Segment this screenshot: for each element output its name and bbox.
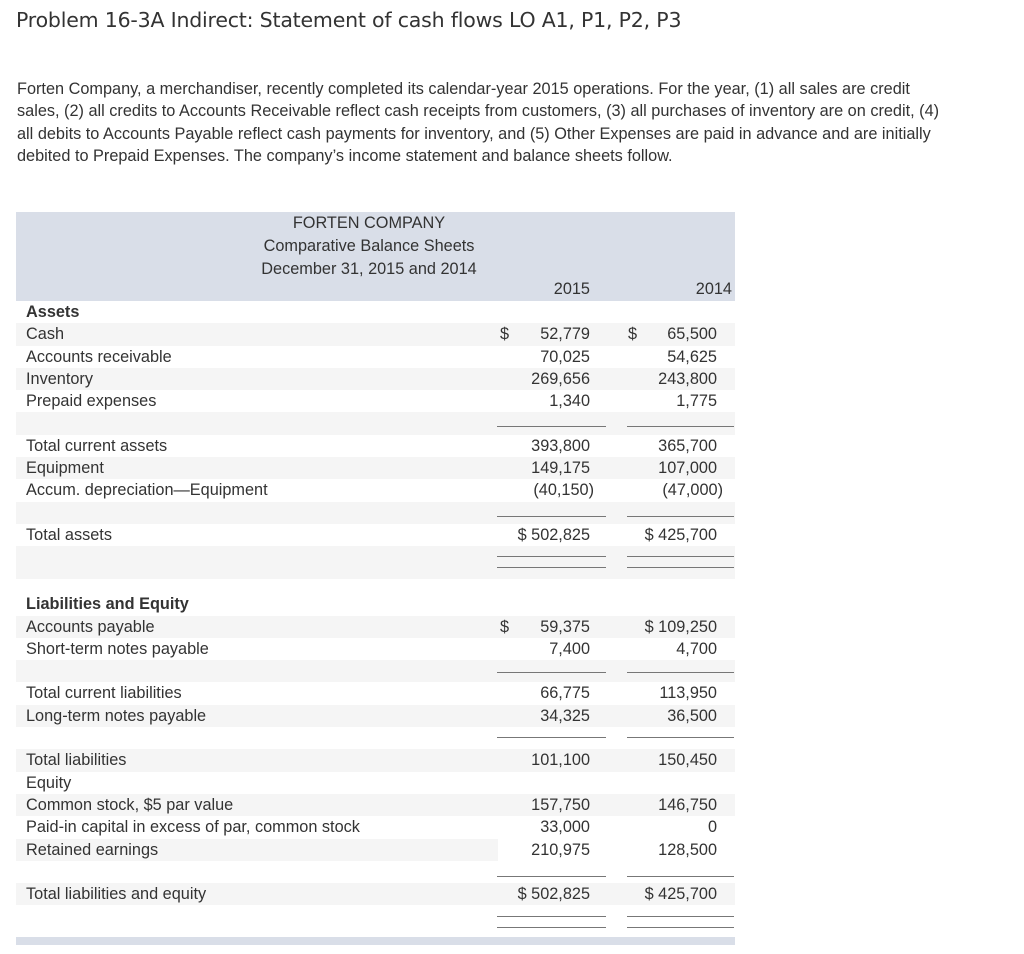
- single-underline: [497, 516, 606, 517]
- underline-row: [16, 727, 735, 749]
- double-underline: [627, 916, 734, 917]
- single-underline: [627, 672, 734, 673]
- table-row-inventory: Inventory 269,656 243,800: [16, 368, 735, 390]
- double-underline: [627, 567, 734, 568]
- table-row-accum-depreciation: Accum. depreciation—Equipment (40,150) (47,000): [26, 481, 723, 500]
- table-row-total-assets: Total assets $ 502,825 $ 425,700: [26, 525, 717, 544]
- single-underline: [497, 737, 606, 738]
- double-underline: [497, 927, 606, 928]
- underline-row: [16, 502, 735, 524]
- double-underline-row: [16, 905, 735, 938]
- currency-symbol: $: [500, 617, 510, 636]
- section-heading-assets: Assets: [26, 303, 80, 321]
- section-heading-liabilities-equity: Liabilities and Equity: [26, 595, 189, 614]
- currency-symbol: $: [500, 325, 510, 344]
- underline-row: [16, 861, 735, 883]
- column-header-2015: 2015: [553, 280, 590, 298]
- table-row-cash: Cash $ 52,779 $ 65,500: [16, 323, 735, 345]
- table-row-common-stock: Common stock, $5 par value 157,750 146,750: [16, 794, 735, 816]
- double-underline: [497, 567, 606, 568]
- company-name: FORTEN COMPANY: [292, 214, 446, 232]
- table-row-total-current-liabilities: Total current liabilities 66,775 113,950: [26, 684, 717, 703]
- double-underline: [627, 556, 734, 557]
- statement-name: Comparative Balance Sheets: [263, 237, 475, 255]
- balance-sheet-table: [16, 212, 735, 938]
- statement-date: December 31, 2015 and 2014: [261, 260, 477, 278]
- table-row-total-current-assets: Total current assets 393,800 365,700: [26, 436, 717, 455]
- currency-symbol: $: [628, 325, 638, 344]
- table-header: [16, 212, 735, 301]
- double-underline-row: [16, 546, 735, 579]
- table-row-accounts-payable: Accounts payable $ 59,375 $ 109,250: [16, 616, 735, 638]
- problem-title: Problem 16-3A Indirect: Statement of cash flows LO A1, P1, P2, P3: [16, 8, 682, 32]
- underline-row: [16, 412, 735, 434]
- section-heading-equity: Equity: [26, 773, 72, 792]
- table-row-total-liabilities-equity: Total liabilities and equity $ 502,825 $ 425,700: [16, 883, 735, 905]
- single-underline: [627, 516, 734, 517]
- single-underline: [497, 876, 606, 877]
- double-underline: [497, 916, 606, 917]
- table-row-total-liabilities: Total liabilities 101,100 150,450: [16, 749, 735, 771]
- table-row-paid-in-capital: Paid-in capital in excess of par, common stock 33,000 0: [26, 818, 717, 837]
- table-row-accounts-receivable: Accounts receivable 70,025 54,625: [26, 347, 717, 366]
- table-row-prepaid-expenses: Prepaid expenses 1,340 1,775: [26, 392, 717, 411]
- single-underline: [627, 737, 734, 738]
- single-underline: [497, 672, 606, 673]
- single-underline: [627, 876, 734, 877]
- table-body: [16, 301, 735, 938]
- double-underline: [627, 927, 734, 928]
- statement-heading: [234, 212, 504, 281]
- single-underline: [497, 426, 606, 427]
- spacer-row: [16, 579, 735, 593]
- table-row-short-term-notes: Short-term notes payable 7,400 4,700: [26, 639, 717, 658]
- underline-row: [16, 660, 735, 682]
- table-row-long-term-notes: Long-term notes payable 34,325 36,500: [16, 705, 735, 727]
- single-underline: [627, 426, 734, 427]
- table-row-equipment: Equipment 149,175 107,000: [16, 457, 735, 479]
- column-header-2014: 2014: [695, 280, 732, 298]
- table-footer-bar: [16, 937, 735, 945]
- double-underline: [497, 556, 606, 557]
- table-row-retained-earnings: Retained earnings 210,975 128,500: [16, 839, 498, 861]
- problem-intro: Forten Company, a merchandiser, recently completed its calendar-year 2015 operations. For the year, (1) all sales are credit sales, (2) all credits to Accounts Receivable reflect cash receipts from customers, (3) all purchases of inventory are on credit, (4) all debits to Accounts Payable reflect cash payments for inventory, and (5) Other Expenses are paid in advance and are initially debited to Prepaid Expenses. The company’s income statement and balance sheets follow.: [17, 80, 940, 165]
